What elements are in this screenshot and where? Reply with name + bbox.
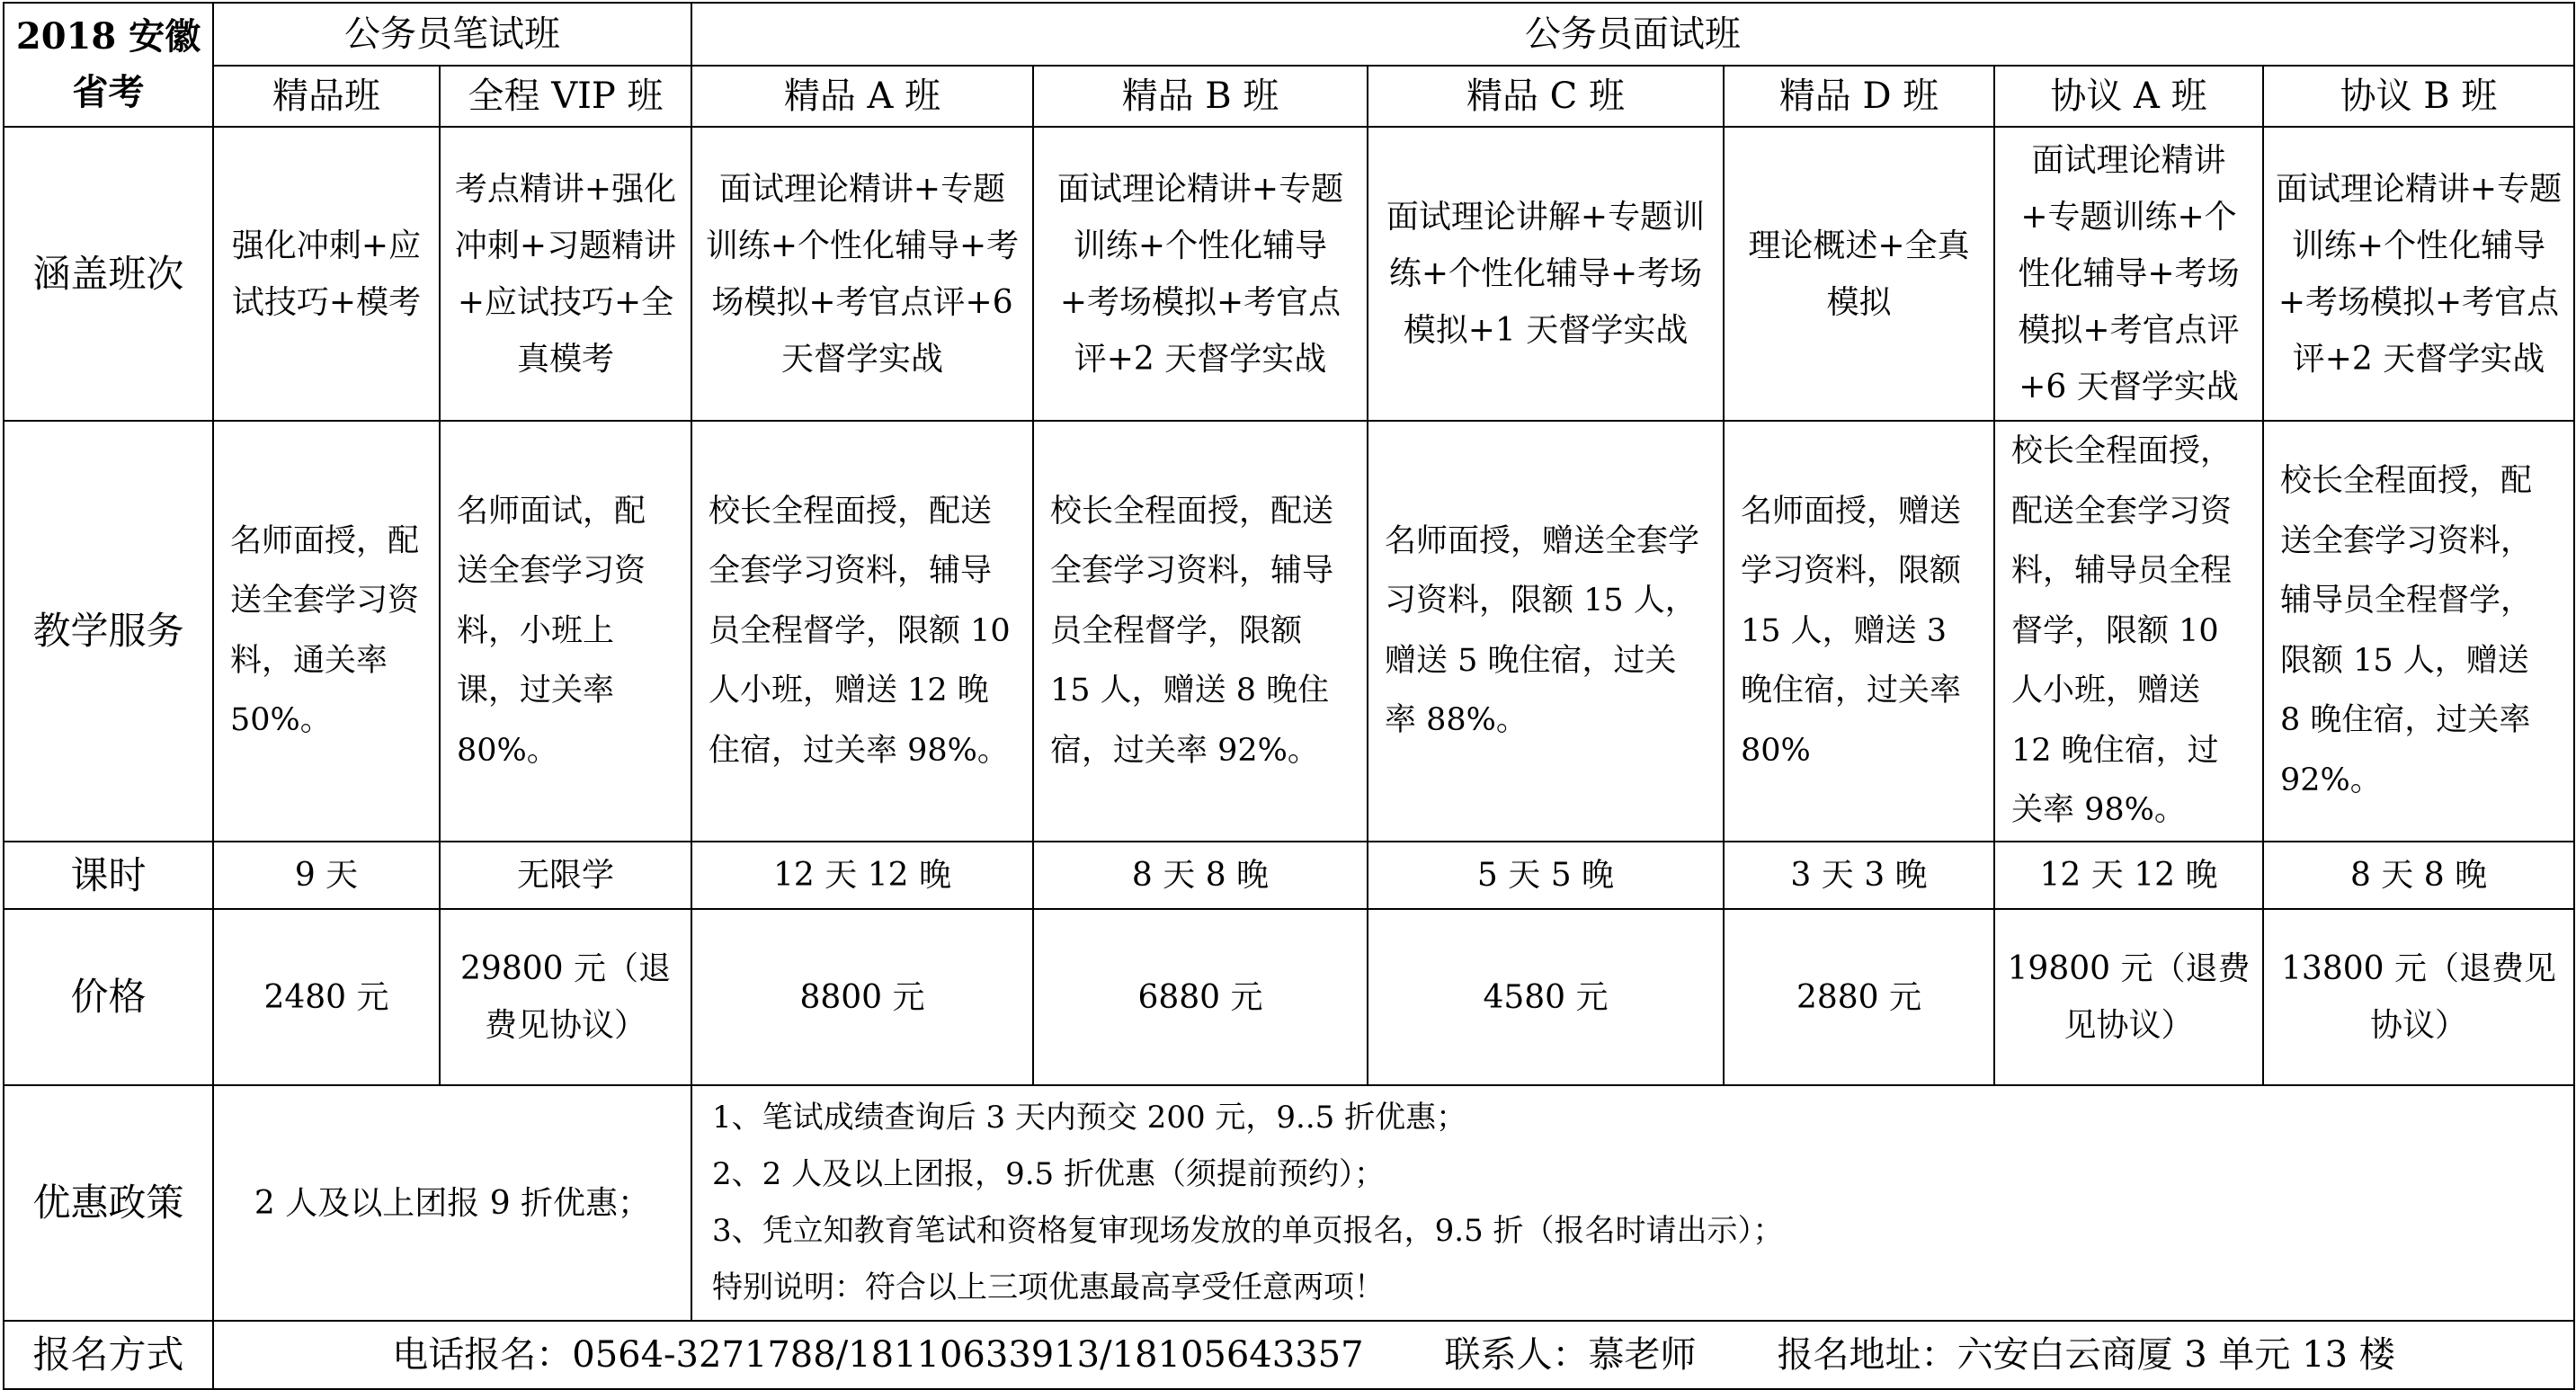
hours-cell: 8 天 8 晚	[1033, 842, 1368, 910]
offer-line: 2、2 人及以上团报，9.5 折优惠（须提前预约）；	[712, 1156, 1385, 1193]
class-header: 精品 D 班	[1724, 66, 1994, 127]
offer-line: 3、凭立知教育笔试和资格复审现场发放的单页报名，9.5 折（报名时请出示）；	[712, 1213, 1784, 1249]
register-info-cell	[213, 1321, 2574, 1389]
coverage-cell: 面试理论讲解+专题训练+个性化辅导+考场模拟+1 天督学实战	[1368, 127, 1724, 421]
group-written-header: 公务员笔试班	[213, 3, 691, 66]
class-header: 全程 VIP 班	[440, 66, 691, 127]
service-cell: 校长全程面授，配送全套学习资料，辅导员全程督学，限额 10 人小班，赠送 12 晚住宿，过关率 98%。	[691, 421, 1033, 842]
coverage-cell: 面试理论精讲+专题训练+个性化辅导+考场模拟+考官点评+6 天督学实战	[1994, 127, 2263, 421]
row-service	[4, 421, 2574, 842]
row-label-coverage: 涵盖班次	[4, 127, 213, 421]
service-cell: 校长全程面授，配送全套学习资料，辅导员全程督学，限额 15 人，赠送 8 晚住宿，过关率 92%。	[1033, 421, 1368, 842]
group-interview-header: 公务员面试班	[691, 3, 2574, 66]
offers-interview-cell	[691, 1085, 2574, 1321]
price-cell: 13800 元（退费见协议）	[2263, 909, 2574, 1085]
hours-cell: 9 天	[213, 842, 440, 910]
hours-cell: 无限学	[440, 842, 691, 910]
class-header: 精品 B 班	[1033, 66, 1368, 127]
class-header: 协议 A 班	[1994, 66, 2263, 127]
coverage-cell: 强化冲刺+应试技巧+模考	[213, 127, 440, 421]
price-cell: 2480 元	[213, 909, 440, 1085]
price-cell: 19800 元（退费见协议）	[1994, 909, 2263, 1085]
header-row-classes	[4, 66, 2574, 127]
service-cell: 名师面授，赠送学习资料，限额 15 人，赠送 3 晚住宿，过关率 80%	[1724, 421, 1994, 842]
class-header: 精品 C 班	[1368, 66, 1724, 127]
hours-cell: 12 天 12 晚	[691, 842, 1033, 910]
row-offers	[4, 1085, 2574, 1321]
row-label-hours: 课时	[4, 842, 213, 910]
row-label-offers: 优惠政策	[4, 1085, 213, 1321]
service-cell: 名师面授，赠送全套学习资料，限额 15 人，赠送 5 晚住宿，过关率 88%。	[1368, 421, 1724, 842]
service-cell: 名师面授，配送全套学习资料，通关率 50%。	[213, 421, 440, 842]
service-cell: 校长全程面授，配送全套学习资料，辅导员全程督学，限额 15 人，赠送 8 晚住宿，过关率 92%。	[2263, 421, 2574, 842]
price-cell: 6880 元	[1033, 909, 1368, 1085]
hours-cell: 5 天 5 晚	[1368, 842, 1724, 910]
row-hours	[4, 842, 2574, 910]
row-label-register: 报名方式	[4, 1321, 213, 1389]
row-label-service: 教学服务	[4, 421, 213, 842]
service-cell: 校长全程面授，配送全套学习资料，辅导员全程督学，限额 10 人小班，赠送 12 晚住宿，过关率 98%。	[1994, 421, 2263, 842]
coverage-cell: 面试理论精讲+专题训练+个性化辅导+考场模拟+考官点评+2 天督学实战	[1033, 127, 1368, 421]
price-cell: 2880 元	[1724, 909, 1994, 1085]
register-phone: 电话报名：0564-3271788/18110633913/18105643357	[392, 1333, 1364, 1376]
price-cell: 8800 元	[691, 909, 1033, 1085]
course-table	[3, 2, 2575, 1390]
price-cell: 4580 元	[1368, 909, 1724, 1085]
coverage-cell: 面试理论精讲+专题训练+个性化辅导+考场模拟+考官点评+2 天督学实战	[2263, 127, 2574, 421]
hours-cell: 3 天 3 晚	[1724, 842, 1994, 910]
offers-written-cell: 2 人及以上团报 9 折优惠；	[213, 1085, 691, 1321]
row-price	[4, 909, 2574, 1085]
coverage-cell: 考点精讲+强化冲刺+习题精讲+应试技巧+全真模考	[440, 127, 691, 421]
coverage-cell: 理论概述+全真模拟	[1724, 127, 1994, 421]
offer-line: 1、笔试成绩查询后 3 天内预交 200 元，9..5 折优惠；	[712, 1100, 1467, 1136]
class-header: 精品班	[213, 66, 440, 127]
hours-cell: 12 天 12 晚	[1994, 842, 2263, 910]
register-contact: 联系人：慕老师	[1444, 1333, 1697, 1376]
price-cell: 29800 元（退费见协议）	[440, 909, 691, 1085]
register-address: 报名地址：六安白云商厦 3 单元 13 楼	[1777, 1333, 2395, 1376]
corner-title: 2018 安徽省考	[4, 3, 213, 127]
coverage-cell: 面试理论精讲+专题训练+个性化辅导+考场模拟+考官点评+6 天督学实战	[691, 127, 1033, 421]
header-row-groups	[4, 3, 2574, 66]
class-header: 精品 A 班	[691, 66, 1033, 127]
row-label-price: 价格	[4, 909, 213, 1085]
service-cell: 名师面试，配送全套学习资料，小班上课，过关率 80%。	[440, 421, 691, 842]
row-coverage	[4, 127, 2574, 421]
row-register	[4, 1321, 2574, 1389]
offer-note: 特别说明：符合以上三项优惠最高享受任意两项！	[712, 1269, 1385, 1305]
class-header: 协议 B 班	[2263, 66, 2574, 127]
hours-cell: 8 天 8 晚	[2263, 842, 2574, 910]
